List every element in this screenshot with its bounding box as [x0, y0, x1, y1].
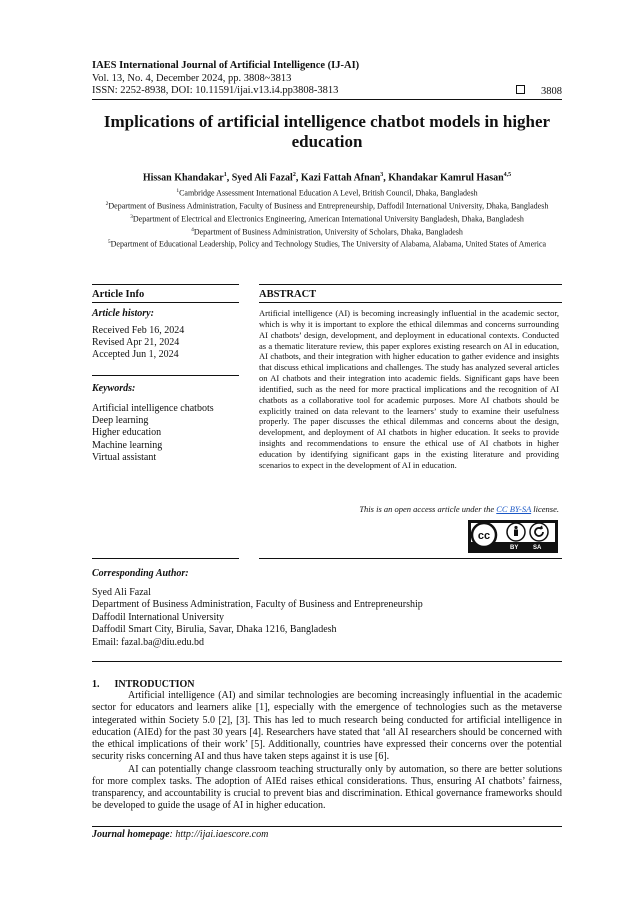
- section-heading: 1. INTRODUCTION: [92, 679, 195, 690]
- cc-by-sa-badge-icon[interactable]: [468, 520, 558, 553]
- keyword: Virtual assistant: [92, 451, 157, 463]
- affiliation: $^3$Department of Electrical and Electronics Engineering, American International University Bangladesh, Dhaka, Bangladesh: [130, 213, 524, 224]
- keyword: Higher education: [92, 427, 162, 439]
- journal-title: IAES International Journal of Artificial Intelligence (IJ-AI): [92, 60, 360, 71]
- corresponding-heading: Corresponding Author:: [92, 568, 189, 579]
- journal-header: [92, 60, 562, 98]
- abstract-text: Artificial intelligence (AI) is becoming increasingly influential in the academic sector, which is why it is important to explore the ethical dilemmas and concerns surrounding AI chatbots’ design, development, and deployment in educational contexts. Conducted as a thematic literature review, this paper explores existing research on AI in education, AI chatbots, and their integration with higher education to gather evidence and insights that discuss ethical implications and challenges. The study has analyzed several articles on AI chatbots and their integration into academic fields. Significant gaps have been identified, such as the need for more practical implications and the recognition of AI chatbots as a collaborative tool for academic purposes. More AI chatbots should be explicitly trained on data relevant to the learners’ study to examine their usefulness properly. The paper discusses the ethical dilemmas and concerns about the design, development, and deployment of AI chatbots in higher education. It seeks to provide insights and recommendations to ensure the ethical use of AI chatbots in higher education by identifying significant gaps in the existing literature and providing scenarios to expect in the development of AI in education.: [259, 308, 559, 470]
- abstract-bottom-rule: [259, 558, 562, 559]
- keywords-heading: Keywords:: [92, 383, 136, 394]
- article-history-list: [92, 325, 239, 362]
- page-number: 3808: [541, 86, 562, 97]
- keyword: Deep learning: [92, 415, 149, 427]
- keyword: Machine learning: [92, 439, 163, 451]
- checkbox-square-icon: [516, 85, 525, 94]
- journal-volume: Vol. 13, No. 4, December 2024, pp. 3808~3813: [92, 72, 292, 84]
- article-info-bottom-rule: [92, 558, 239, 559]
- svg-text:cc: cc: [477, 530, 491, 542]
- corresponding-email[interactable]: Email: fazal.ba@diu.edu.bd: [92, 636, 204, 648]
- paragraph: AI can potentially change classroom teaching structurally only by automation, so there are better solutions for more complex tasks. The adoption of AIEd raises ethical considerations. Thus, ensuring AI chatbots’ fairness, transparency, and accountability is crucial to prevent bias and discrimination. Ethical governance frameworks should be developed to guide the usage of AI in higher education.: [92, 763, 562, 812]
- corresponding-name: Syed Ali Fazal: [92, 587, 151, 598]
- license-link[interactable]: CC BY-SA: [496, 504, 532, 514]
- history-date: Accepted Jun 1, 2024: [92, 349, 179, 361]
- introduction-section: [92, 679, 562, 813]
- paragraph: Artificial intelligence (AI) and similar technologies are becoming increasingly influential in the academic sector for educators and learners alike [1], especially with the emergence of technologies such as the metaverse integerated within Society 5.0 [2], [3]. This has led to much research being conducted for artificial intelligence in education (AIEd) for the past 30 years [4]. Researchers have stated that ‘all AI researchers should be concerned with the ethical implications of their work’ [5]. Additionally, countries have expressed their concerns over the potential security risks concerning AI and thus have taken steps against it is use [6].: [92, 690, 562, 763]
- history-date: Received Feb 16, 2024: [92, 325, 185, 336]
- article-info-heading: Article Info: [92, 289, 145, 300]
- homepage-url[interactable]: : http://ijai.iaescore.com: [169, 829, 269, 840]
- keywords-list: [92, 403, 239, 464]
- corresponding-department: Department of Business Administration, Faculty of Business and Entrepreneurship: [92, 599, 423, 611]
- affiliation: $^4$Department of Business Administration, University of Scholars, Dhaka, Bangladesh: [191, 226, 463, 237]
- author-name: Kazi Fattah Afnan: [300, 172, 381, 184]
- article-info-rule: [92, 302, 239, 303]
- affiliation-list: [92, 186, 562, 250]
- affiliation: $^2$Department of Business Administration, Faculty of Business and Entrepreneurship, Daffodil International University, Dhaka, Bangladesh: [105, 200, 549, 211]
- corresponding-university: Daffodil International University: [92, 611, 225, 623]
- article-info-top-rule: [92, 284, 239, 285]
- affiliation: $^5$Department of Educational Leadership, Policy and Technology Studies, The University of Alabama, Alabama, United States of America: [107, 239, 547, 250]
- corresponding-rule: [92, 661, 562, 662]
- journal-issn-doi: ISSN: 2252-8938, DOI: 10.11591/ijai.v13.i4.pp3808-3813: [92, 85, 339, 96]
- article-history-heading: Article history:: [92, 308, 154, 319]
- history-date: Revised Apr 21, 2024: [92, 337, 180, 349]
- affiliation: $^1$Cambridge Assessment International Education A Level, British Council, Dhaka, Bangladesh: [176, 188, 478, 198]
- author-name: Syed Ali Fazal: [231, 172, 293, 184]
- paper-title: Implications of artificial intelligence chatbot models in higher education: [103, 112, 551, 151]
- author-name: Hissan Khandakar: [142, 172, 224, 184]
- header-rule: [92, 99, 562, 100]
- corresponding-address: Daffodil Smart City, Birulia, Savar, Dhaka 1216, Bangladesh: [92, 624, 337, 636]
- author-name: Khandakar Kamrul Hasan: [388, 172, 504, 184]
- open-access-notice: This is an open access article under the CC BY-SA license.: [359, 504, 559, 514]
- abstract-heading: ABSTRACT: [259, 289, 317, 300]
- corresponding-author: [92, 568, 562, 649]
- footer-rule: [92, 826, 562, 827]
- journal-homepage: Journal homepage: http://ijai.iaescore.com: [92, 829, 269, 840]
- abstract-top-rule: [259, 284, 562, 285]
- badge-by-label: BY: [510, 545, 519, 551]
- keyword: Artificial intelligence chatbots: [92, 403, 214, 414]
- badge-sa-label: SA: [533, 545, 542, 551]
- author-list: Hissan Khandakar$^1$, Syed Ali Fazal$^2$, Kazi Fattah Afnan$^3$, Khandakar Kamrul Hasan$^{4,5}$: [142, 172, 512, 184]
- abstract-rule: [259, 302, 562, 303]
- history-rule: [92, 375, 239, 376]
